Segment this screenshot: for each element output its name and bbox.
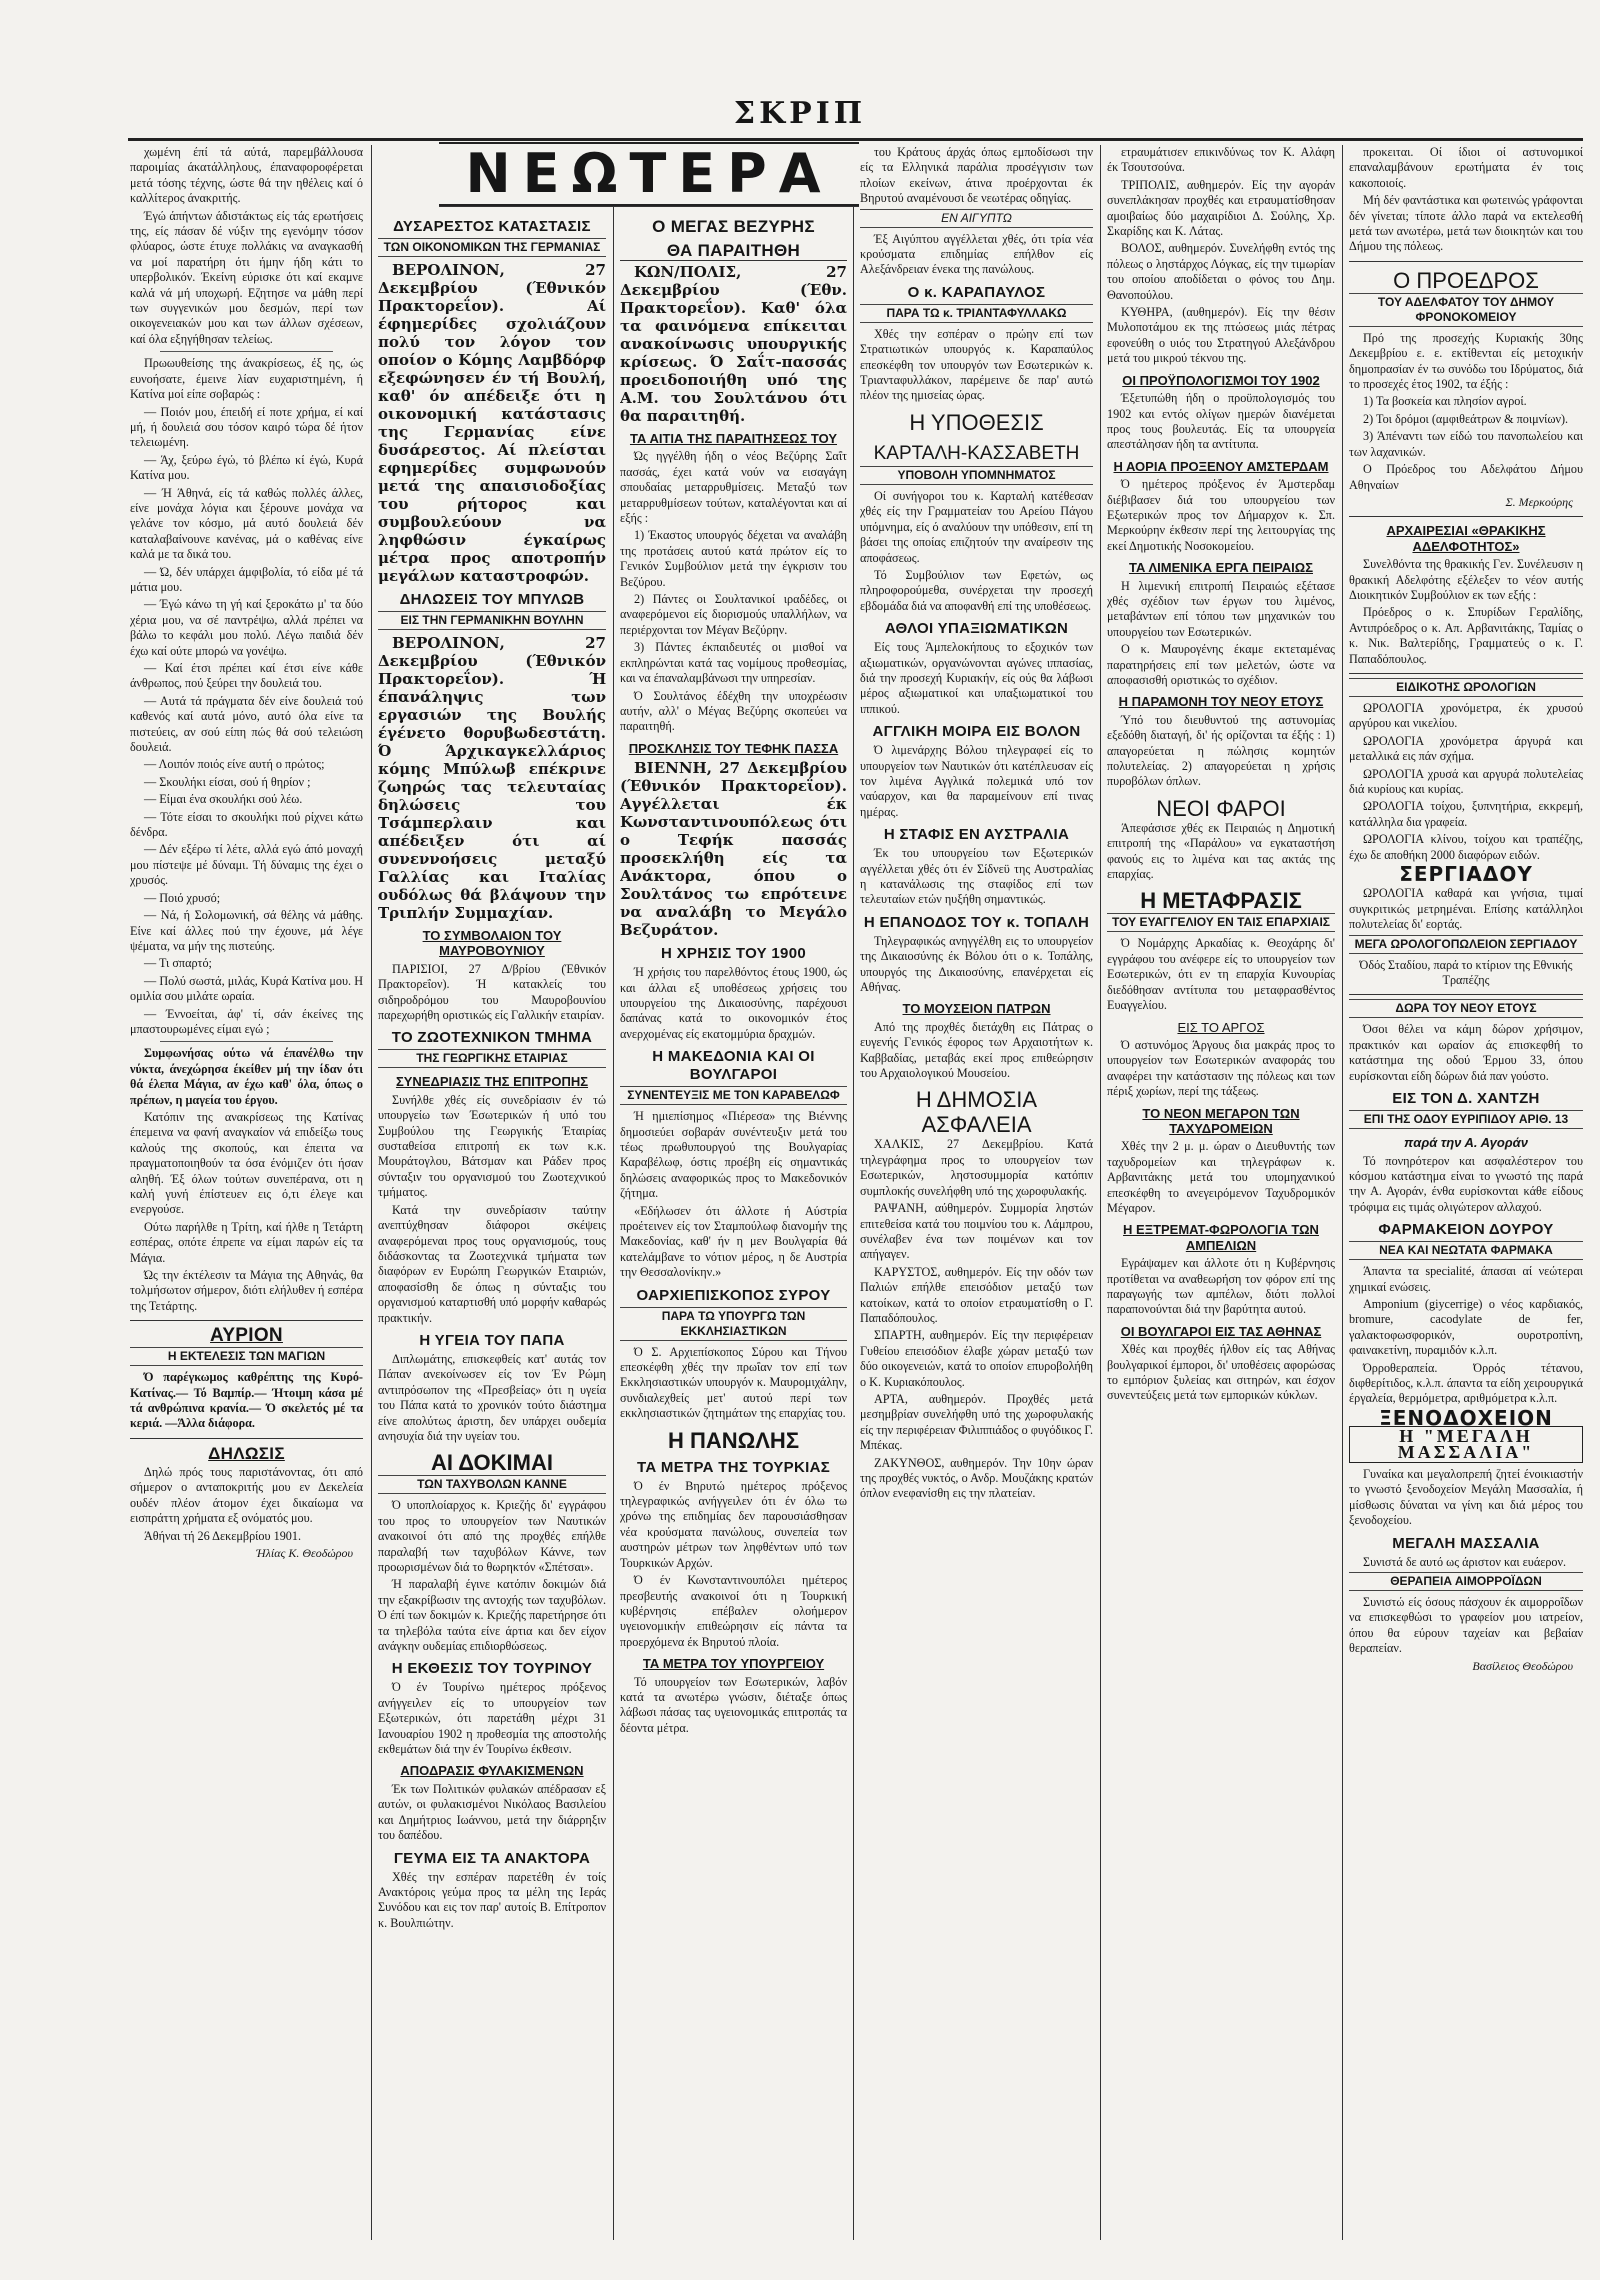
ad-text: ΩΡΟΛΟΓΙΑ χρυσά και αργυρά πολυτελείας διά κυρίους και κυρίας. (1349, 766, 1583, 796)
article-text: Ό Σ. Αρχιεπίσκοπος Σύρου και Τήνου επεσκέφθη χθές την πρωΐαν τον επί των Εκκλησιαστικών υπουργόν κ. Μαυρομιχάλην, συνδιαλεχθείς μετ' αυτού περί των εκκλησιαστικών ζητημάτων της επαρχίας του. (620, 1344, 847, 1421)
headline: Ο ΠΡΟΕΔΡΟΣ (1393, 267, 1539, 293)
article-text: Τηλεγραφικώς ανηγγέλθη εις το υπουργείον της Δικαιοσύνης έκ Βόλου ότι ο κ. Τοπάλης, υπουργός της Δικαιοσύνης, επανέρχεται είς Αθήνας. (860, 933, 1093, 995)
headline: ΤΟ ΝΕΟΝ ΜΕΓΑΡΟΝ ΤΩΝ ΤΑΧΥΔΡΟΜΕΙΩΝ (1142, 1105, 1300, 1136)
headline: ΤΟ ΣΥΜΒΟΛΑΙΟΝ ΤΟΥ ΜΑΥΡΟΒΟΥΝΙΟΥ (422, 928, 562, 959)
dialogue-line: — Ποιό χρυσό; (144, 890, 221, 905)
article-text: Μή δέν φαντάστικα και φωτεινώς γράφονται δέν γίνεται; τίποτε άλλο παρά να εκτελεσθή μετά των ανωτέρω, μετά των διοικητών και του Δήμου της πόλεως. (1349, 193, 1583, 254)
ad-heading: ΜΕΓΑ ΩΡΟΛΟΓΟΠΩΛΕΙΟΝ ΣΕΡΓΙΑΔΟΥ (1349, 935, 1583, 954)
ad-heading: ΘΕΡΑΠΕΙΑ ΑΙΜΟΡΡΟΪΔΩΝ (1349, 1572, 1583, 1591)
ad-text: ΩΡΟΛΟΓΙΑ κλίνου, τοίχου και τραπέζης, έχω δε αποθήκη 2000 διαφόρων ειδών. (1349, 832, 1583, 862)
article-text: Ή παραλαβή έγινε κατόπιν δοκιμών διά την εξακρίβωσιν της αντοχής των ταχυβόλων. Ό έπί των δοκιμών κ. Κριεζής παρετήρησε ότι τα τηλεβόλα ταύτα είνε άρτια και δεν είχον ανάγκην ουδεμίας επιδιορθώσεως. (378, 1577, 606, 1654)
dilosis-heading: ΔΗΛΩΣΙΣ (208, 1443, 285, 1463)
headline: ΑΙ ΔΟΚΙΜΑΙ (431, 1450, 553, 1476)
article-text: 2) Τοι δρόμοι (αμφιθεάτρων & ποιμνίων). (1363, 411, 1569, 426)
column-rule (853, 145, 854, 2240)
headline: ΔΥΣΑΡΕΣΤΟΣ ΚΑΤΑΣΤΑΣΙΣ (393, 218, 591, 235)
telegram-text: ΒΕΡΟΛΙΝΟΝ, 27 Δεκεμβρίου (Έθνικόν Πρακτορεΐον). Ή έπανάληψις των εργασιών της Βουλής έγένετο θορυβωδεστάτη. Ό Άρχικαγκελλάριος κόμης Μπύλωβ επέκρινε ζωηρώς τας τελευταίας δηλώσεις του Τσάμπερλαιν και απέδειξεν ότι αί συνεννοήσεις μεταξύ Γαλλίας και Ιταλίας ουδόλως θά βλάψουν την Τριπλήν Συμμαχίαν. (378, 634, 606, 922)
ad-text: ΩΡΟΛΟΓΙΑ τοίχου, ξυπνητήρια, εκκρεμή, κατάλληλα δια γραφεία. (1349, 799, 1583, 829)
subheadline: ΤΟΥ ΑΔΕΛΦΑΤΟΥ ΤΟΥ ΔΗΜΟΥ ΦΡΟΝΟΚΟΜΕΙΟΥ (1349, 293, 1583, 327)
headline: ΠΡΟΣΚΛΗΣΙΣ ΤΟΥ ΤΕΦΗΚ ΠΑΣΣΑ (628, 740, 839, 756)
article-text: Άπεφάσισε χθές εκ Πειραιώς η Δημοτική επιτροπή της «Παράλου» να εγκαταστήση φανούς εις το λιμένα και τας ακτάς της επαρχίας. (1107, 820, 1335, 882)
subheadline: ΠΑΡΑ ΤΩ κ. ΤΡΙΑΝΤΑΦΥΛΛΑΚΩ (860, 304, 1093, 323)
ad-text: ΩΡΟΛΟΓΙΑ χρονόμετρα, έκ χρυσού αργύρου και νικελίου. (1349, 700, 1583, 731)
dialogue-line: — Σκουλήκι είσαι, σού ή θηρίον ; (144, 774, 311, 789)
top-rule (128, 138, 1583, 141)
headline: ΕΙΣ ΤΟ ΑΡΓΟΣ (1177, 1019, 1265, 1035)
article-text: Χθές την 2 μ. μ. ώραν ο Διευθυντής των ταχυδρομείων και τηλεγράφων κ. Αρβανιτάκης μετά του υπομηχανικού επεσκέφθη το ανεγειρόμενον Ταχυδρομικόν Μέγαρον. (1107, 1139, 1335, 1215)
column-2 (378, 212, 606, 2242)
article-text: Ή χρήσις του παρελθόντος έτους 1900, ώς και άλλαι εξ υποθέσεως χρήσεις του υπουργείου της Δικαιοσύνης, παρέχουσι δαπάνας κατά το οικονομικόν έτος ανερχομένας είς εκατομμύρια δραχμών. (620, 965, 847, 1041)
ad-title: ΣΕΡΓΙΑΔΟΥ (1399, 862, 1533, 887)
headline: Η ΥΓΕΙΑ ΤΟΥ ΠΑΠΑ (419, 1331, 565, 1349)
headline: ΝΕΟΙ ΦΑΡΟΙ (1156, 795, 1286, 821)
ad-block (1349, 1405, 1583, 1463)
column-rule (1100, 145, 1101, 2240)
ad-text: Όδός Σταδίου, παρά το κτίριον της Εθνικής Τραπέζης (1359, 957, 1573, 988)
dialogue-line: — Ώ, δέν υπάρχει άμφιβολία, τό είδα μέ τά μάτια μου. (130, 564, 363, 594)
headline: ΟΙ ΒΟΥΛΓΑΡΟΙ ΕΙΣ ΤΑΣ ΑΘΗΝΑΣ (1120, 1323, 1322, 1339)
dialogue-line: — Ποιόν μου, έπειδή εί ποτε χρήμα, εί καί μή, ή δουλειά σου τόσον καιρό τώρα δέ ήτον τελειωμένη. (130, 404, 363, 450)
column-6 (1349, 145, 1583, 2245)
ad-block (1349, 862, 1583, 887)
article-text: Κατά την συνεδρίασιν ταύτην ανεπτύχθησαν διάφοροι σκέψεις αναφερόμεναι προς τους οργανισμούς, τους διδάσκοντας τα Ζωοτεχνικά τμήματα των διαφόρων εν Ευρώπη Γεωργικών Εταιριών, αποφασίσθη δε όπως η σύνταξις του οργανισμού καταρτισθή υπό μορφήν καθαρώς πρακτικήν. (378, 1202, 606, 1325)
article-text: Πρό της προσεχής Κυριακής 30ης Δεκεμβρίου ε. ε. εκτίθενται είς μετοχικήν δημοπρασίαν έν τω συνόδω του Ιδρύματος, διά το προσεχές έτος 1902, τα έξής : (1349, 330, 1583, 392)
article-text: Ό έν Βηρυτώ ημέτερος πρόξενος τηλεγραφικώς ανήγγειλεν ότι έν όλω τω χρόνω της επιδημίας δεν παρουσιάσθησαν νέα κρούσματα πανώλους, συνεπεία των αυστηρών μέτρων των ληφθέντων υπό των Τουρκικών Αρχών. (620, 1478, 847, 1570)
headline: ΚΑΡΤΑΛΗ-ΚΑΣΣΑΒΕΤΗ (873, 442, 1080, 464)
telegram-text: ΒΕΡΟΛΙΝΟΝ, 27 Δεκεμβρίου (Έθνικόν Πρακτορεΐον). Αί έφημερίδες σχολιάζουν πολύ τον λόγον τον οποίον ο Κόμης Λαμβδόρφ εξεφώνησεν έν τή Βουλή, καθ' όν απέδειξε ότι η οικονομική κατάστασις της Γερμανίας είνε δυσάρεστος. Αί πλείσται εφημερίδες συμφωνούν μετά της απαισιοδοξίας του ρήτορος και συμβουλεύουν να ληφθώσιν έγκαίρως μέτρα προς αποτροπήν μεγάλων καταστροφών. (378, 261, 606, 585)
ad-text: Άπαντα τα specialité, άπασαι αί νεώτεραι χημικαί ενώσεις. (1349, 1264, 1583, 1294)
article-text: Ο Πρόεδρος του Αδελφάτου Δήμου Αθηναίων (1349, 462, 1583, 492)
dialogue-line: — Έννοείται, άφ' τί, σάν έκείνες της μπαστουρωμένες είμαι εγώ ; (130, 1006, 363, 1036)
dialogue-line: — Τι σπαρτό; (144, 956, 212, 971)
headline: Η ΕΚΘΕΣΙΣ ΤΟΥ ΤΟΥΡΙΝΟΥ (391, 1660, 593, 1678)
subheadline: ΕΝ ΑΙΓΥΠΤΩ (860, 209, 1093, 228)
headline: ΓΕΥΜΑ ΕΙΣ ΤΑ ΑΝΑΚΤΟΡΑ (393, 1849, 591, 1867)
headline: ΤΑ ΛΙΜΕΝΙΚΑ ΕΡΓΑ ΠΕΙΡΑΙΩΣ (1128, 560, 1313, 576)
article-text: Συνήλθε χθές είς συνεδρίασιν έν τώ υπουργείω των Έσωτερικών ή υπό του Συμβούλου της Γεωργικής Έταιρίας συσταθείσα επιτροπή εκ των κ.κ. Μουράτογλου, Βάτσμαν και Ράδεν προς σύνταξιν του οργανισμού του Ζωοτεχνικού τμήματος. (378, 1092, 606, 1200)
subheadline: ΥΠΟΒΟΛΗ ΥΠΟΜΝΗΜΑΤΟΣ (860, 466, 1093, 485)
headline: ΤΟ ΖΩΟΤΕΧΝΙΚΟΝ ΤΜΗΜΑ (391, 1029, 593, 1047)
article-text: 3) Άπέναντι των είδώ του πανοπωλείου και των λαχανικών. (1349, 429, 1583, 459)
dialogue-line: — Νά, ή Σολομωνική, σά θέλης νά μάθης. Είνε καί άλλες πού την έχουνε, μά λέγε ψέματα, να μήν της πιστεύης. (130, 908, 363, 953)
headline: Η ΜΑΚΕΔΟΝΙΑ ΚΑΙ ΟΙ ΒΟΥΛΓΑΡΟΙ (652, 1048, 815, 1084)
article-text: Χθές την εσπέραν ο πρώην επί των Στρατιωτικών υπουργός κ. Καραπαύλος επεσκέφθη τον υπουργόν των Εσωτερικών κ. Τριανταφυλλάκον, παρέμεινε δε παρ' αυτώ πλέον της ημισείας ώρας. (860, 326, 1093, 403)
divider (1349, 516, 1583, 517)
article-text: 1) Έκαστος υπουργός δέχεται να αναλάβη της προτάσεις αυτού κατά πρώτον είς το Γενικόν Συμβούλιον μετά την έγκρισιν του Βεζύρου. (620, 528, 847, 589)
headline: ΤΑ ΜΕΤΡΑ ΤΟΥ ΥΠΟΥΡΓΕΙΟΥ (642, 1656, 825, 1672)
article-text: χωμένη έπί τά αύτά, παρεμβάλλουσα παροιμίας άκατάλληλους, έπαναφοροφέρεται μετά τόσης τέχνης, ώστε θά την ηθέλεις καί ό καλλίτερος άνακριτής. (130, 145, 363, 206)
article-text: Έγώ άπήντων άδιστάκτως είς τάς ερωτήσεις της, είς πάσαν δέ νύξιν της εγενόμην τόσον φλύαρος, ώστε έτυχε πολλάκις να αναγκασθή να μοί παρατήρη ότι ήμην ήδη κάτι το υπερβολικόν. Έκείνη εύρισκε ότι καί εκαμνε καλά νά μή υποχωρή. Εζητησε να μάθη περί των συγγενικών μου δεσμών, περί των οικογενειακών μου και των άλλων σχέσεων, καί όλα εξηγήθησαν τελείως. (130, 208, 363, 346)
article-text: Συνελθόντα της θρακικής Γεν. Συνέλευσιν η θρακική Αδελφότης εξέλεξεν το νέον αυτής Διοικητικόν Συμβούλιον εκ των εξής : (1349, 557, 1583, 602)
article-text: ΤΡΙΠΟΛΙΣ, αυθημερόν. Είς την αγοράν συνεπλάκησαν προχθές και ετραυματίσθησαν αμοιβαίως δύο μαχαιρίδιοι Δ. Σούλης, Χρ. Σκαρίδης και Κ. Λάτας. (1107, 177, 1335, 239)
dialogue-line: — Τότε είσαι το σκουλήκι πού ρίχνει κάτω δένδρα. (130, 809, 363, 840)
headline: ΤΟ ΜΟΥΣΕΙΟΝ ΠΑΤΡΩΝ (902, 1001, 1051, 1017)
headline: Ο ΜΕΓΑΣ ΒΕΖΥΡΗΣ (652, 217, 815, 236)
article-text: Ώς ηγγέλθη ήδη ο νέος Βεζύρης Σαΐτ πασσάς, έχει κατά νούν να εισαγάγη σπουδαίας μεταρρυθμίσεις. Μεταξύ των μεταρρυθμίσεων τούτων, καταλέγονται και αί εξής : (620, 449, 847, 526)
headline: Η ΠΑΡΑΜΟΝΗ ΤΟΥ ΝΕΟΥ ΕΤΟΥΣ (1118, 694, 1324, 710)
article-text: Πρωωυθείσης της άνακρίσεως, έξ ης, ώς ευνοήσατε, έμεινε λίαν ευχαριστημένη, ή Κατίνα μοί είπε σοβαρώς : (130, 356, 363, 402)
article-text: Τό υπουργείον των Εσωτερικών, λαβόν κατά τα ανωτέρω γνώσιν, διέταξε όπως λάβωσι πάσας τας υγειονομικάς επιτροπάς τα δέοντα μέτρα. (620, 1674, 847, 1735)
article-text: 3) Πάντες έκπαιδευτές οι μισθοί να εκπληρώνται κατά τας νομίμους προθεσμίας, και να έπαναλαμβάνωσι την υπηρεσίαν. (620, 640, 847, 686)
article-text: Τό Συμβούλιον των Εφετών, ως πληροφορούμεθα, συνέρχεται την προσεχή εβδομάδα διά να αποφανθή επί της υποθέσεως. (860, 567, 1093, 613)
article-text: Ή ημιεπίσημος «Πιέρεσα» της Βιέννης δημοσιεύει σοβαράν συνέντευξιν μετά του τέως πρωθυπουργού της Βουλγαρίας Καραβέλωφ, όστις προέβη είς σημαντικάς δηλώσεις αναφορικώς προς το Μακεδονικόν ζήτημα. (620, 1109, 847, 1201)
ad-title: ΞΕΝΟΔΟΧΕΙΟΝ (1379, 1405, 1553, 1430)
article-text: προκειται. Οί ίδιοι οί αστυνομικοί επαναλαμβάνουν ερωτήματα έν τοις κακοποιοίς. (1349, 145, 1583, 190)
article-text: Συμφωνήσας ούτω νά έπανέλθω την νύκτα, άνεχώρησα έκείθεν μή την ίδαν ότι θά έλεπα Μάγια, αν έχω καθ' όλα, όπως ο πρέπων, η μαγεία του έργου. (130, 1046, 363, 1107)
subheadline: ΘΑ ΠΑΡΑΙΤΗΘΗ (620, 242, 847, 261)
article-text: Έξ Αιγύπτου αγγέλλεται χθές, ότι τρία νέα κρούσματα επιδημίας επήλθον είς Αλεξάνδρειαν ένεκα της πανώλους. (860, 231, 1093, 277)
article-text: Οί συνήγοροι του κ. Καρταλή κατέθεσαν χθές είς την Γραμματείαν του Αρείου Πάγου υπόμνημα, είς ό αναλύουν την υπόθεσιν, επί τη βάσει της οποίας επιζητούν την αναίρεσιν της αποφάσεως. (860, 488, 1093, 565)
dialogue-line: — Αυτά τά πράγματα δέν είνε δουλειά τού καθενός καί αυτά μόνο, αυτό όλα είνε τα πιστεύεις, αν σού είπη πώς θά σού τελειώση δουλειά. (130, 693, 363, 755)
article-text: 1) Τα βοσκεία και πλησίον αγροί. (1363, 394, 1527, 409)
article-text: Η λιμενική επιτροπή Πειραιώς εξέτασε χθές σχέδιον των έργων του λιμένος, μεταβάντων επί τόπου των μηχανικών του υπουργείου των Εσωτερικών. (1107, 578, 1335, 639)
article-text: Ύπό του διευθυντού της αστυνομίας εξεδόθη διαταγή, δι' ής ορίζονται τα έξής : 1) απαγορεύεται η πώλησις κομητών πολυτελείας. 2) απαγορεύεται η χρήσις πυροβόλων όπλων. (1107, 712, 1335, 789)
headline: ΔΗΛΩΣΕΙΣ ΤΟΥ ΜΠΥΛΩΒ (399, 591, 585, 608)
article-text: Ο κ. Μαυρογένης έκαμε εκτεταμένας παρατηρήσεις επί των μελετών, ώστε να αποφασισθή οριστικώς το σχέδιον. (1107, 642, 1335, 687)
ad-heading: ΜΕΓΑΛΗ ΜΑΣΣΑΛΙΑ (1392, 1534, 1540, 1552)
dialogue-line: — Άχ, ξεύρω έγώ, τό βλέπω κί έγώ, Κυρά Κατίνα μου. (130, 452, 363, 483)
headline: ΑΘΛΟΙ ΥΠΑΞΙΩΜΑΤΙΚΩΝ (884, 620, 1069, 638)
article-text: Χθές την εσπέραν παρετέθη έν τοίς Ανακτόροις γεύμα προς τα μέλη της Ιεράς Συνόδου και εις τον παρ' αυτοίς Β. Επίτροπον κ. Βουλπιώτην. (378, 1869, 606, 1930)
ad-text: Όσοι θέλει να κάμη δώρον χρήσιμον, πρακτικόν και ωραίον άς επισκεφθή το κατάστημα της οδού Έρμου 33, όπου ευρίσκονται είδη δώρων διά παν γούστο. (1349, 1022, 1583, 1083)
subheadline: ΤΗΣ ΓΕΩΡΓΙΚΗΣ ΕΤΑΙΡΙΑΣ (378, 1049, 606, 1068)
article-text: Εγράψαμεν και άλλοτε ότι η Κυβέρνησις προτίθεται να αναθεωρήση τον φόρον επί της παραγωγής των αμπέλων, διότι πολλοί παραπονούνται διά την βαρύτητα αυτού. (1107, 1256, 1335, 1317)
article-text: 2) Πάντες οι Σουλτανικοί ιραδέδες, οι αναφερόμενοι είς διορισμούς υπαλλήλων, να περιέρχονται τον Μέγαν Βεζύρην. (620, 592, 847, 637)
article-text: Χθές και προχθές ήλθον είς τας Αθήνας βουλγαρικοί έμποροι, δι' υποθέσεις αφορώσας το εμπόριον ξυλείας και σιτηρών, και έσχον συνεντεύξεις μετά των εμπορικών κύκλων. (1107, 1342, 1335, 1403)
telegram-text: ΚΩΝ/ΠΟΛΙΣ, 27 Δεκεμβρίου (Έθν. Πρακτορεΐον). Καθ' όλα τα φαινόμενα επίκειται ανακοίνωσις υπουργικής κρίσεως. Ό Σαΐτ-πασσάς προειδοποιήθη υπό της Α.Μ. του Σουλτάνου ότι θα παραιτηθή. (620, 263, 847, 425)
dialogue-line: — Λοιπόν ποιός είνε αυτή ο πρώτος; (144, 757, 325, 772)
masthead-title: ΣΚΡΙΠ (733, 96, 867, 131)
column-rule (613, 145, 614, 2240)
ad-text: Συνιστά δε αυτό ως άριστον και ευάερον. (1363, 1554, 1567, 1569)
headline: Η ΣΤΑΦΙΣ ΕΝ ΑΥΣΤΡΑΛΙΑ (883, 826, 1070, 844)
headline: Η ΧΡΗΣΙΣ ΤΟΥ 1900 (661, 945, 806, 963)
headline: Η ΜΕΤΑΦΡΑΣΙΣ (1140, 888, 1302, 914)
article-text: Είς τους Άμπελοκήπους το εξοχικόν των αξιωματικών, οργανώνονται αγώνες ιππασίας, διά την προσεχή Κυριακήν, είς ούς θα λάβωσι μέρος αξιωματικοί και υπαξιωματικοί του ιππικού. (860, 640, 1093, 716)
article-text: Ό έν Τουρίνω ημέτερος πρόξενος ανήγγειλεν είς το υπουργείον των Εξωτερικών, ότι παρετάθη μέχρι 31 Ιανουαρίου 1902 η προθεσμία της αποστολής εκθεμάτων διά την έν Τουρίνω έκθεσιν. (378, 1680, 606, 1757)
headline: ΑΡΧΑΙΡΕΣΙΑΙ «ΘΡΑΚΙΚΗΣ ΑΔΕΛΦΟΤΗΤΟΣ» (1386, 523, 1546, 554)
divider (1349, 994, 1583, 995)
headline: ΑΓΓΛΙΚΗ ΜΟΙΡΑ ΕΙΣ ΒΟΛΟΝ (872, 723, 1081, 741)
headline: ΑΠΟΔΡΑΣΙΣ ΦΥΛΑΚΙΣΜΕΝΩΝ (400, 1763, 584, 1779)
article-text: του Κράτους άρχάς όπως εμποδίσωσι την είς τα Ελληνικά παράλια προσέγγισιν των πλοίων εκείνων, άτινα προέρχονται έκ Βηρυτού αναμένουσι δε νεωτέρας οδηγίας. (860, 145, 1093, 206)
article-text: Πρόεδρος ο κ. Σπυρίδων Γεραλίδης, Αντιπρόεδρος ο κ. Απ. Αρβανιτάκης, Ταμίας ο κ. Νικ. Βαλτερίδης, Γραμματεύς ο κ. Γ. Παπαδόπουλος. (1349, 605, 1583, 666)
ad-text: Τό πονηρότερον και ασφαλέστερον του κόσμου κατάστημα είναι το γνωστό της παρά την Α. Αγοράν, ένθα ευρίσκονται κάθε είδους τρόφιμα εις τιμάς ολιγώτερον αλλαχού. (1349, 1153, 1583, 1214)
article-text: Έκ του υπουργείου των Εξωτερικών αγγέλλεται χθές ότι έν Σίδνεϋ της Αυστραλίας η κατανάλωσις της σταφίδος επί των τελευταίων ετών ηυξήθη σημαντικώς. (860, 846, 1093, 907)
ad-subheading: παρά την Α. Αγοράν (1404, 1135, 1528, 1151)
article-text: ΣΠΑΡΤΗ, αυθημερόν. Είς την περιφέρειαν Γυθείου επεισόδιον έλαβε χώραν μεταξύ των δύο οικογενειών, κατά το οποίον επυροβολήθη ο Κ. Κυριακόπουλος. (860, 1328, 1093, 1389)
article-text: Ώς την έκτέλεσιν τα Μάγια της Αθηνάς, θα τολμήσωτον σήμερον, διότι ελήλυθεν ή εσπέρα της Τετάρτης. (130, 1268, 363, 1313)
article-text: Έκ των Πολιτικών φυλακών απέδρασαν εξ αυτών, οι φυλακισμένοι Νικόλαος Βασιλείου και Δημήτριος Ιωάννου, μετά την διάρρηξιν του δαπέδου. (378, 1781, 606, 1843)
article-text: Ό Νομάρχης Αρκαδίας κ. Θεοχάρης δι' εγγράφου του ανέφερε είς το υπουργείον των Εσωτερικών, ότι εν τη επαρχία Κυνουρίας διεδόθησαν αντίτυπα του μεταφρασθέντος Ευαγγελίου. (1107, 936, 1335, 1013)
column-rule (371, 145, 372, 2240)
headline: Η ΥΠΟΘΕΣΙΣ (909, 409, 1044, 435)
article-text: Ό Σουλτάνος έδέχθη την υποχρέωσιν αυτήν, αλλ' ο Μέγας Βεζύρης σκοπεύει να παραιτηθή. (620, 688, 847, 734)
column-3 (620, 212, 847, 2242)
dialogue-line: — Δέν εξέρω τί λέτε, αλλά εγώ άπό μοναχή μου πίστεψε μέ δύναμι. Τή δύναμις της έχει ο χρυσός. (130, 842, 363, 888)
article-text: ΒΟΛΟΣ, αυθημερόν. Συνελήφθη εντός της πόλεως ο ληστάρχος Λόγκας, είς την τιμωρίαν του οποίου αποδίδεται ο φόνος του Δημ. Θανοπούλου. (1107, 241, 1335, 302)
divider (160, 351, 333, 352)
ad-text: Amponium (giycerrige) ο νέος καρδιακός, bromure, cacodylate de fer, γαλακτοφωσφορικόν, ουροτροπίνη, φαινακετίνη, πυραμιδόν κ.λ.π. (1349, 1296, 1583, 1358)
subheadline: ΣΥΝΕΔΡΙΑΣΙΣ ΤΗΣ ΕΠΙΤΡΟΠΗΣ (395, 1074, 589, 1090)
dilosis-date: Άθήναι τή 26 Δεκεμβρίου 1901. (144, 1528, 302, 1543)
dialogue-line: — Έγώ κάνω τη γή καί ξεροκάτω μ' τα δύο χέρια μου, να σέ παντρέψω, αλλά πρέπει να βάλω το κεφάλι μου πολύ. Λέγω παιδιά δέν έχω καί ούτε μπορώ να γονέψω. (130, 597, 363, 658)
signature: Σ. Μερκούρης (1505, 494, 1573, 509)
subheadline: ΣΥΝΕΝΤΕΥΞΙΣ ΜΕ ΤΟΝ ΚΑΡΑΒΕΛΩΦ (620, 1086, 847, 1105)
aurion-text: Ό παρέγκωμος καθρέπτης της Κυρό-Κατίνας.— Τό Βαμπίρ.— Ήτοιμη κάσα μέ τά ανθρώπινα κρανία.— Ό σκελετός μέ τα κεριά. —Άλλα διάφορα. (130, 1370, 363, 1431)
article-text: Έξετυπώθη ήδη ο προϋπολογισμός του 1902 και εντός ολίγων ημερών διανέμεται προς τους βουλευτάς. Είς τα υπουργεία απεστάλησαν ήδη τα αντίτυπα. (1107, 391, 1335, 452)
headline: ΟΑΡΧΙΕΠΙΣΚΟΠΟΣ ΣΥΡΟΥ (636, 1286, 831, 1304)
article-text: Ό λιμενάρχης Βόλου τηλεγραφεί είς το υπουργείον των Ναυτικών ότι κατέπλευσαν είς τον λιμένα Αγγλικά πολεμικά υπό τον ναύαρχον, και θα παραμείνουν επί τινας ημέρας. (860, 743, 1093, 819)
headline: ΟΙ ΠΡΟΫΠΟΛΟΓΙΣΜΟΙ ΤΟΥ 1902 (1122, 372, 1320, 388)
column-rule (1342, 145, 1343, 2240)
ad-heading: ΕΙΣ ΤΟΝ Δ. ΧΑΝΤΖΗ (1392, 1090, 1540, 1108)
column-5 (1107, 145, 1335, 2245)
ad-subheading: ΝΕΑ ΚΑΙ ΝΕΩΤΑΤΑ ΦΑΡΜΑΚΑ (1349, 1241, 1583, 1260)
article-text: ΖΑΚΥΝΘΟΣ, αυθημερόν. Την 10ην ώραν της προχθές νυκτός, ο Ανδρ. Μουζάκης κρατών όπλον ενεφανίσθη εις την πλατείαν. (860, 1455, 1093, 1501)
article-text: Ό αστυνόμος Άργους δια μακράς προς το υπουργείον των Εσωτερικών αναφοράς του αναφέρει την κατάστασιν της πόλεως και των πέριξ χωρίων, περί της τάξεως. (1107, 1037, 1335, 1099)
divider (130, 1320, 363, 1321)
subheadline: ΤΟΥ ΕΥΑΓΓΕΛΙΟΥ ΕΝ ΤΑΙΣ ΕΠΑΡΧΙΑΙΣ (1107, 913, 1335, 932)
article-text: Ούτω παρήλθε η Τρίτη, καί ήλθε η Τετάρτη εσπέρας, οπότε έπρεπε να είμαι παρών είς τα Μάγια. (130, 1219, 363, 1265)
subheadline: ΤΩΝ ΟΙΚΟΝΟΜΙΚΩΝ ΤΗΣ ΓΕΡΜΑΝΙΑΣ (378, 238, 606, 257)
ad-subheading: ΕΠΙ ΤΗΣ ΟΔΟΥ ΕΥΡΙΠΙΔΟΥ ΑΡΙΘ. 13 (1349, 1110, 1583, 1129)
article-text: ΚΑΡΥΣΤΟΣ, αυθημερόν. Είς την οδόν των Παλιών επήλθε επεισόδιον μεταξύ των κατοίκων, κατά το οποίον ετραυματίσθη ο Γ. Παπαδόπουλος. (860, 1264, 1093, 1325)
telegram-text: ΒΙΕΝΝΗ, 27 Δεκεμβρίου (Έθνικόν Πρακτορεΐον). Αγγέλλεται έκ Κωνσταντινουπόλεως ότι ο Τεφήκ πασσάς προσεκλήθη είς τα Ανάκτορα, όπου ο Σουλτάνος τω επρότεινε να αναλάβη το Μεγάλο Βεζυράτον. (620, 759, 847, 940)
article-text: Ό έν Κωνσταντινουπόλει ημέτερος πρεσβευτής ανακοινοί ότι η Τουρκική κυβέρνησις επέβαλεν ολοήμερον υγειονομικήν επιθεώρησιν είς πάντα τα προερχόμενα έκ Βηρυτού πλοία. (620, 1573, 847, 1649)
column-4 (860, 145, 1093, 2245)
article-text: Ό ημέτερος πρόξενος έν Άμστερδαμ διέβιβασεν διά του υπουργείου των Εξωτερικών προς τον Δήμαρχον κ. Σπ. Μερκούρην έκθεσιν περί της λειτουργίας της εκεί Δημοτικής Νοσοκομείου. (1107, 477, 1335, 553)
dialogue-line: — Είμαι ένα σκουλήκι σού λέω. (144, 792, 303, 807)
dialogue-line: — Πολύ σωστά, μιλάς, Κυρά Κατίνα μου. Η ομιλία σου μιλάτε ωραία. (130, 973, 363, 1004)
article-text: ΚΥΘΗΡΑ, (αυθημερόν). Είς την θέσιν Μυλοποτάμου εκ της πτώσεως μιάς πέτρας εφονεύθη ο υιός του Στρατηγού Αλεξάνδρου μετά του μικρού τέκνου της. (1107, 305, 1335, 366)
ad-text: Γυναίκα και μεγαλοπρεπή ζητεί ένοικιαστήν το γνωστό ξενοδοχείον Μεγάλη Μασσαλία, ή μίσθωσις δύναται να γίνη και διά μέρος του ξενοδοχείου. (1349, 1467, 1583, 1528)
subheadline: ΕΙΣ ΤΗΝ ΓΕΡΜΑΝΙΚΗΝ ΒΟΥΛΗΝ (378, 611, 606, 630)
subheadline: ΤΑ ΜΕΤΡΑ ΤΗΣ ΤΟΥΡΚΙΑΣ (636, 1458, 831, 1476)
divider (1349, 673, 1583, 674)
ad-heading: ΕΙΔΙΚΟΤΗΣ ΩΡΟΛΟΓΙΩΝ (1349, 678, 1583, 697)
article-text: ετραυμάτισεν επικινδύνως τον Κ. Αλάφη έκ Τσουτσούνα. (1107, 145, 1335, 175)
ad-heading: ΦΑΡΜΑΚΕΙΟΝ ΔΟΥΡΟΥ (1378, 1221, 1554, 1239)
headline: Ο κ. ΚΑΡΑΠΑΥΛΟΣ (907, 283, 1046, 301)
divider (160, 1041, 333, 1042)
article-text: ΑΡΤΑ, αυθημερόν. Προχθές μετά μεσημβρίαν συνελήφθη υπό της χωροφυλακής είς την περιφέρειαν Φιλιππιάδος ο φυγόδικος Γ. Μπέκας. (860, 1391, 1093, 1453)
article-text: Κατόπιν της ανακρίσεως της Κατίνας έπεμεινα να φανή αναγκαίον νά επιδείξω τους καλούς της σκοπούς, και έπειτα να πραγματοποιηθούν τα όσα ένόμιζεν ότι ήσαν αληθή. Έξ όλων τούτων συνεπέρανα, οτι η καλή γυνή έπίστευεν εις ό,τι έλεγε και ενεργούσε. (130, 1109, 363, 1217)
article-text: Διπλωμάτης, επισκεφθείς κατ' αυτάς τον Πάπαν ανεκοίνωσεν είς τον Έν Ρώμη αντιπρόσωπον της «Πρεσβείας» ότι η υγεία του Πάπα κατά το χρονικόν τούτο διάστημα είνε απολύτως άριστη, δεν υπάρχει ουδεμία ανησυχία διά την υγείαν του. (378, 1351, 606, 1443)
dialogue-line: — Ή Άθηνά, είς τά καθώς πολλές άλλες, είνε μονάχα λόγια και ξέρουνε μονάχα να γελάνε τον κόσμο, μά αυτό δουλειά δέν καταλαβαίνουνε κανένας, μά ο καθένας είνε καλά με τα δικά του. (130, 485, 363, 562)
column-1 (130, 145, 363, 2245)
headline: Η ΕΠΑΝΟΔΟΣ ΤΟΥ κ. ΤΟΠΑΛΗ (863, 913, 1090, 931)
divider (130, 1438, 363, 1439)
subheadline: ΤΩΝ ΤΑΧΥΒΟΛΩΝ ΚΑΝΝΕ (378, 1475, 606, 1494)
ad-heading: ΔΩΡΑ ΤΟΥ ΝΕΟΥ ΕΤΟΥΣ (1349, 999, 1583, 1018)
article-text: «Εδήλωσεν ότι άλλοτε ή Αύστρία προέτεινεν είς τον Σταμπούλωφ διανομήν της Μακεδονίας, καθ' ήν η μεν Βουλγαρία θά κατελάμβανε το νότιον μέρος, η δε Αυστρία την Θεσσαλονίκην.» (620, 1203, 847, 1280)
article-text: Ό υποπλοίαρχος κ. Κριεζής δι' εγγράφου του προς το υπουργείον των Ναυτικών ανακοινοί ότι από της προχθές επήλθε παραλαβή των ταχυβόλων Κάννε, των προωρισμένων διά το θωρηκτόν «Σπέτσαι». (378, 1498, 606, 1574)
ad-hotel-name: Η "ΜΕΓΑΛΗ ΜΑΣΣΑΛΙΑ" (1349, 1426, 1583, 1463)
headline: Η ΔΗΜΟΣΙΑ ΑΣΦΑΛΕΙΑ (915, 1087, 1038, 1138)
ad-text: ΩΡΟΛΟΓΙΑ καθαρά και γνήσια, τιμαί συγκριτικώς μετρημέναι. Επίσης κατάλληλοι πολυτελείας δι' εορτάς. (1349, 886, 1583, 932)
ad-text: Όρροθεραπεία. Όρρός τέτανου, διφθερίτιδος, κ.λ.π. άπαντα τα είδη χειρουργικά έργαλεία, θερμόμετρα, αριθμόμετρα κ.λ.π. (1349, 1360, 1583, 1406)
subheadline: ΠΑΡΑ ΤΩ ΥΠΟΥΡΓΩ ΤΩΝ ΕΚΚΛΗΣΙΑΣΤΙΚΩΝ (620, 1307, 847, 1341)
headline: ΤΑ ΑΙΤΙΑ ΤΗΣ ΠΑΡΑΙΤΗΣΕΩΣ ΤΟΥ (629, 431, 838, 446)
banner-title: ΝΕΩΤΕΡΑ (439, 142, 859, 206)
banner-rule (439, 206, 859, 207)
article-text: Από της προχθές διετάχθη εις Πάτρας ο ευγενής Γενικός έφορος των Αρχαιοτήτων κ. Καββαδίας, μεταβάς εκεί προς επιθεώρησιν του Αρχαιολογικού Μουσείου. (860, 1019, 1093, 1081)
headline: Η ΠΑΝΩΛΗΣ (667, 1427, 800, 1453)
aurion-subheading: Η ΕΚΤΕΛΕΣΙΣ ΤΩΝ ΜΑΓΙΩΝ (130, 1347, 363, 1366)
signature: Βασίλειος Θεοδώρου (1472, 1658, 1573, 1673)
dilosis-signature: Ήλίας Κ. Θεοδώρου (256, 1545, 353, 1560)
headline: Η ΕΞΤΡΕΜΑΤ-ΦΩΡΟΛΟΓΙΑ ΤΩΝ ΑΜΠΕΛΙΩΝ (1123, 1222, 1319, 1253)
ad-text: ΩΡΟΛΟΓΙΑ χρονόμετρα άργυρά και μεταλλικά εις πάν σχήμα. (1349, 733, 1583, 764)
dialogue-line: — Καί έτσι πρέπει καί έτσι είνε κάθε άνθρωπος, πού ξεύρει την δουλειά του. (130, 661, 363, 691)
article-text: ΧΑΛΚΙΣ, 27 Δεκεμβρίου. Κατά τηλεγράφημα προς το υπουργείον των Εσωτερικών, ληστοσυμμορία κατόπιν συμπλοκής συνελήφθη υπό της χωροφυλακής. (860, 1137, 1093, 1198)
article-text: ΡΑΨΑΝΗ, αύθημερόν. Συμμορία ληστών επιτεθείσα κατά του ποιμνίου του κ. Λάμπρου, συνέλαβεν ένα των ποιμένων και τον απήγαγεν. (860, 1201, 1093, 1262)
divider (1349, 261, 1583, 262)
dilosis-text: Δηλώ πρός τους παριστάνοντας, ότι από σήμερον ο ανταποκριτής μου εν Δεκελεία ουδέν πλέον άτομον έχει δικαίωμα να εισπράττη χρήματα εξ ονόματός μου. (130, 1464, 363, 1526)
aurion-heading: ΑΥΡΙΟΝ (210, 1325, 283, 1347)
ad-text: Συνιστώ είς όσους πάσχουν έκ αιμορροΐδων να επισκεφθώσι το γραφείον μου ιατρείον, όπου θα εύρουν ταχείαν και βεβαίαν θεραπείαν. (1349, 1595, 1583, 1656)
article-text: ΠΑΡΙΣΙΟΙ, 27 Δ/βρίου (Έθνικόν Πρακτορεΐον). Ή κατακλείς του σιδηροδρόμου του Μαυροβουνίου παρεχωρήθη οριστικώς είς Γαλλικήν εταιρίαν. (378, 961, 606, 1023)
headline: Η ΑΟΡΙΑ ΠΡΟΞΕΝΟΥ ΑΜΣΤΕΡΔΑΜ (1113, 458, 1329, 474)
